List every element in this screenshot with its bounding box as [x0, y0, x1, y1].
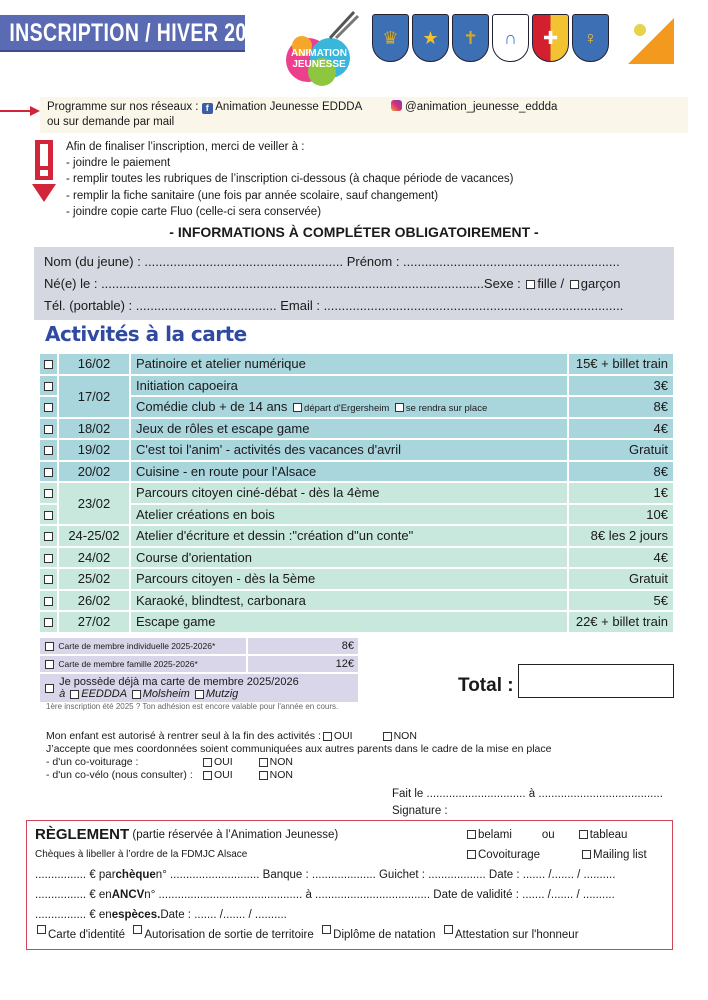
signature-block: [392, 786, 663, 820]
notice-item: - joindre le paiement: [66, 157, 171, 170]
checkbox-garcon[interactable]: [570, 280, 579, 289]
exclamation-icon: [32, 140, 56, 202]
checkbox-tableau[interactable]: [579, 830, 588, 839]
especes-line[interactable]: [35, 905, 664, 925]
activity-row: [40, 376, 673, 396]
cheque-line[interactable]: [35, 865, 664, 885]
activity-price: Gratuit: [569, 569, 673, 589]
activities-table: [38, 352, 675, 634]
activity-row: [40, 462, 673, 482]
activity-label: [131, 440, 567, 460]
activity-price: 22€ + billet train: [569, 612, 673, 632]
checkbox[interactable]: [44, 554, 53, 563]
activity-name: Jeux de rôles et escape game: [136, 420, 310, 436]
checkbox[interactable]: [133, 925, 142, 934]
checkbox[interactable]: [44, 511, 53, 520]
checkbox[interactable]: [44, 468, 53, 477]
documents-line: [35, 925, 664, 945]
activity-row: [40, 612, 673, 632]
activity-name: Atelier créations en bois: [136, 506, 275, 522]
tableau-label: tableau: [589, 829, 628, 841]
checkbox-cell[interactable]: [40, 505, 57, 525]
checkbox-mailing[interactable]: [582, 850, 591, 859]
existing-label: Je possède déjà ma carte de membre 2025/2026: [59, 676, 299, 688]
activity-name: Cuisine - en route pour l'Alsace: [136, 463, 317, 479]
activity-label: [131, 419, 567, 439]
option-label: Molsheim: [142, 688, 190, 700]
notice-item: - remplir toutes les rubriques de l’inscription ci-dessous (à chaque période de vacances): [66, 173, 514, 186]
notice-item: - joindre copie carte Fluo (celle-ci sera conservée): [66, 205, 322, 218]
instagram-icon: [391, 100, 402, 111]
t: chèque: [115, 869, 156, 881]
garcon-label: garçon: [580, 276, 621, 291]
activity-price: 8€: [569, 462, 673, 482]
reglement-box: [26, 820, 673, 950]
checkbox[interactable]: [444, 925, 453, 934]
activity-date: 17/02: [59, 376, 129, 417]
checkbox[interactable]: [37, 925, 46, 934]
notice-item: - remplir la fiche sanitaire (une fois par année scolaire, sauf changement): [66, 189, 439, 202]
membership-price: 8€: [246, 638, 358, 654]
activity-date: 19/02: [59, 440, 129, 460]
activity-date: 24/02: [59, 548, 129, 568]
crest-icon: ✚: [532, 14, 569, 62]
activity-label: [131, 462, 567, 482]
activity-name: Escape game: [136, 614, 216, 630]
info-form: [34, 247, 674, 320]
activity-name: Karaoké, blindtest, carbonara: [136, 592, 306, 608]
checkbox[interactable]: [44, 575, 53, 584]
option-label: Mutzig: [205, 688, 239, 700]
checkbox-cell[interactable]: [40, 591, 57, 611]
oui-label: OUI: [214, 756, 233, 768]
prefix: à: [59, 688, 66, 700]
activity-label: [131, 569, 567, 589]
page-title: INSCRIPTION / HIVER 2026: [9, 19, 270, 47]
non-label: NON: [393, 730, 417, 742]
checkbox-cell[interactable]: [40, 548, 57, 568]
crest-icon: ♛: [372, 14, 409, 62]
checkbox-covoiturage[interactable]: [467, 850, 476, 859]
checkbox-cell[interactable]: [40, 440, 57, 460]
checkbox[interactable]: [44, 382, 53, 391]
activity-row: [40, 397, 673, 417]
total-input[interactable]: [518, 664, 674, 698]
checkbox[interactable]: [195, 690, 204, 699]
activity-label: [131, 591, 567, 611]
svg-text:JEUNESSE: JEUNESSE: [292, 59, 346, 70]
carpool-label: - d'un co-voiturage :: [46, 756, 139, 768]
activity-row: [40, 591, 673, 611]
t: Date : ....... /....... / ..........: [160, 909, 287, 921]
activity-row: [40, 419, 673, 439]
activity-date: 20/02: [59, 462, 129, 482]
info-section-title: - INFORMATIONS À COMPLÉTER OBLIGATOIREMENT -: [169, 224, 539, 240]
doc-label: Autorisation de sortie de territoire: [144, 929, 314, 941]
checkbox-oui[interactable]: [323, 732, 332, 741]
checkbox[interactable]: [44, 360, 53, 369]
checkbox-cell[interactable]: [40, 419, 57, 439]
checkbox[interactable]: [44, 532, 53, 541]
checkbox-non[interactable]: [259, 758, 268, 767]
activity-name: Patinoire et atelier numérique: [136, 356, 306, 372]
accept-label: J’accepte que mes coordonnées soient communiquées aux autres parents dans le cadre de la mise en place: [46, 743, 552, 755]
belami-label: belami: [478, 829, 512, 841]
t: ................ € en: [35, 889, 112, 901]
checkbox[interactable]: [395, 403, 404, 412]
alone-label: Mon enfant est autorisé à rentrer seul à la fin des activités :: [46, 730, 321, 742]
municipality-crests: [372, 14, 609, 62]
activity-label: [131, 376, 567, 396]
checkbox-cell[interactable]: [40, 462, 57, 482]
t: n° ............................................. à .................................... Date de validité : ....... /....... / ..........: [144, 889, 615, 901]
oui-label: OUI: [214, 769, 233, 781]
checkbox-cell[interactable]: [40, 526, 57, 546]
phone-email-fields[interactable]: Tél. (portable) : ....................................... Email : ...................................................................................: [44, 298, 624, 313]
activity-row: [40, 505, 673, 525]
membership-price: 12€: [246, 656, 358, 672]
animation-jeunesse-logo: [278, 10, 360, 92]
activity-name: C'est toi l'anim' - activités des vacances d'avril: [136, 442, 401, 458]
checkbox-non[interactable]: [259, 771, 268, 780]
cheques-note: Chèques à libeller à l’ordre de la FDMJC Alsace: [35, 849, 248, 860]
activity-label: [131, 354, 567, 374]
signature-field[interactable]: Signature :: [392, 805, 448, 817]
page-title-banner: [0, 15, 270, 52]
doc-label: Attestation sur l'honneur: [454, 929, 579, 941]
activity-price: 8€ les 2 jours: [569, 526, 673, 546]
checkbox-cell[interactable]: [40, 354, 57, 374]
checkbox[interactable]: [132, 690, 141, 699]
facebook-link[interactable]: Animation Jeunesse EDDDA: [215, 101, 362, 113]
place-date-field[interactable]: Fait le ............................... à .......................................: [392, 788, 663, 800]
notice-intro: Afin de finaliser l’inscription, merci de veiller à :: [66, 141, 305, 153]
crest-icon: ★: [412, 14, 449, 62]
checkbox[interactable]: [45, 642, 54, 651]
activity-row: [40, 440, 673, 460]
activity-date: 25/02: [59, 569, 129, 589]
activity-price: 4€: [569, 419, 673, 439]
name-fields[interactable]: Nom (du jeune) : ....................................................... Prénom : ............................................................: [44, 254, 620, 269]
notice-list: [66, 139, 513, 220]
activity-name: Parcours citoyen ciné-débat - dès la 4ème: [136, 485, 380, 501]
checkbox-oui[interactable]: [203, 758, 212, 767]
non-label: NON: [269, 769, 294, 781]
checkbox[interactable]: [44, 403, 53, 412]
checkbox-cell[interactable]: [40, 612, 57, 632]
membership-existing: [40, 674, 358, 702]
svg-text:ANIMATION: ANIMATION: [291, 48, 347, 59]
fille-label: fille /: [537, 276, 568, 291]
activity-option: se rendra sur place: [405, 403, 488, 415]
checkbox-cell[interactable]: [40, 397, 57, 417]
reglement-title: RÈGLEMENT: [35, 826, 130, 843]
birth-sex-fields: [44, 273, 664, 295]
checkbox[interactable]: [44, 489, 53, 498]
activity-price: Gratuit: [569, 440, 673, 460]
activity-label: [131, 612, 567, 632]
activity-row: [40, 526, 673, 546]
oui-label: OUI: [333, 730, 353, 742]
checkbox-cell[interactable]: [40, 569, 57, 589]
membership-note: 1ère inscription été 2025 ? Ton adhésion est encore valable pour l'année en cours.: [46, 702, 339, 711]
activity-price: 8€: [569, 397, 673, 417]
social-networks-banner: [40, 97, 688, 133]
activity-label: [131, 526, 567, 546]
networks-label: Programme sur nos réseaux :: [47, 101, 199, 113]
crest-icon: ✝: [452, 14, 489, 62]
authorisations: [46, 730, 551, 782]
t: ................ € par: [35, 869, 116, 881]
activity-date: 26/02: [59, 591, 129, 611]
activity-row: [40, 483, 673, 503]
activity-row: [40, 548, 673, 568]
t: ANCV: [111, 889, 145, 901]
checkbox[interactable]: [44, 425, 53, 434]
fdmjc-logo: [628, 18, 674, 64]
membership-individual: [40, 638, 358, 654]
activities-title: Activités à la carte: [45, 322, 247, 346]
activity-row: [40, 354, 673, 374]
option-label: EEDDDA: [81, 688, 127, 700]
activity-row: [40, 569, 673, 589]
activity-date: 23/02: [59, 483, 129, 524]
activity-date: 18/02: [59, 419, 129, 439]
ou-label: ou: [541, 829, 555, 841]
bike-label: - d'un co-vélo (nous consulter) :: [46, 769, 193, 781]
activity-date: 27/02: [59, 612, 129, 632]
checkbox-cell[interactable]: [40, 483, 57, 503]
doc-label: Carte d'identité: [48, 929, 125, 941]
activity-name: Initiation capoeira: [136, 377, 238, 393]
membership-family: [40, 656, 358, 672]
checkbox-oui[interactable]: [203, 771, 212, 780]
membership-label: Carte de membre individuelle 2025-2026*: [58, 641, 216, 651]
mailing-label: Mailing list: [593, 849, 647, 861]
t: espèces.: [111, 909, 161, 921]
t: n° ............................ Banque : .................... Guichet : .................. Date : ....... /....... / ..........: [155, 869, 616, 881]
birthdate-field[interactable]: Né(e) le : ..........................................................................................................Sexe :: [44, 276, 525, 291]
checkbox[interactable]: [70, 690, 79, 699]
non-label: NON: [269, 756, 294, 768]
checkbox[interactable]: [45, 660, 54, 669]
arrow-right-icon: [0, 106, 40, 116]
activity-label: [131, 548, 567, 568]
checkbox[interactable]: [322, 925, 331, 934]
activity-price: 10€: [569, 505, 673, 525]
activity-price: 1€: [569, 483, 673, 503]
activity-name: Parcours citoyen - dès la 5ème: [136, 571, 316, 587]
checkbox[interactable]: [293, 403, 302, 412]
activity-label: [131, 397, 567, 417]
membership-label: Carte de membre famille 2025-2026*: [58, 659, 198, 669]
reglement-subtitle: (partie réservée à l’Animation Jeunesse): [132, 829, 339, 841]
checkbox[interactable]: [44, 446, 53, 455]
instagram-link[interactable]: @animation_jeunesse_eddda: [405, 101, 558, 113]
checkbox[interactable]: [45, 684, 54, 693]
activity-name: Atelier d'écriture et dessin :"création d"un conte": [136, 528, 414, 544]
activity-date: 16/02: [59, 354, 129, 374]
crest-icon: ∩: [492, 14, 529, 62]
ancv-line[interactable]: [35, 885, 664, 905]
facebook-icon: f: [202, 103, 213, 114]
activity-price: 5€: [569, 591, 673, 611]
t: ................ € en: [35, 909, 112, 921]
activity-price: 4€: [569, 548, 673, 568]
networks-mail-text: ou sur demande par mail: [47, 116, 175, 128]
checkbox-fille[interactable]: [526, 280, 535, 289]
covoiturage-label: Covoiturage: [478, 849, 541, 861]
doc-label: Diplôme de natation: [333, 929, 436, 941]
checkbox[interactable]: [44, 618, 53, 627]
activity-date: 24-25/02: [59, 526, 129, 546]
checkbox-cell[interactable]: [40, 376, 57, 396]
total-label: Total :: [458, 675, 514, 696]
activity-option: départ d'Ergersheim: [304, 403, 390, 415]
membership-box: [40, 638, 358, 704]
activity-price: 15€ + billet train: [569, 354, 673, 374]
activity-label: [131, 483, 567, 503]
checkbox[interactable]: [44, 597, 53, 606]
activity-name: Comédie club + de 14 ans: [136, 399, 288, 415]
checkbox-non[interactable]: [383, 732, 392, 741]
activity-name: Course d'orientation: [136, 549, 252, 565]
activity-price: 3€: [569, 376, 673, 396]
crest-icon: ♀: [572, 14, 609, 62]
activity-label: [131, 505, 567, 525]
checkbox-belami[interactable]: [467, 830, 476, 839]
